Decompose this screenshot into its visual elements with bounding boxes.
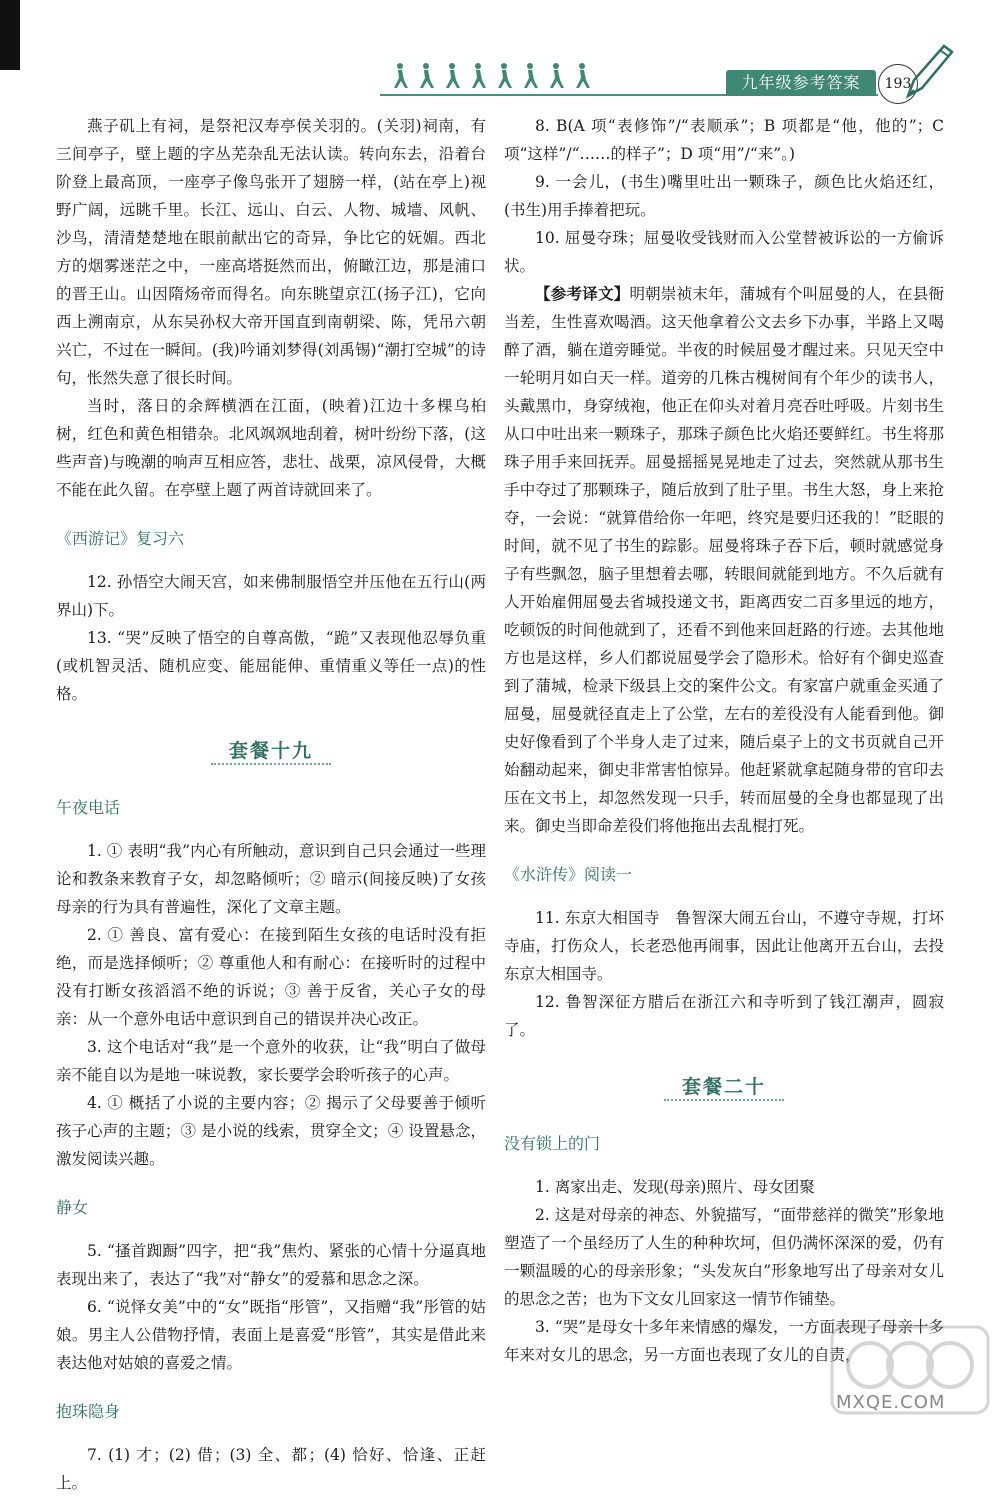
answer-paragraph	[56, 1441, 486, 1497]
answer-paragraph	[504, 112, 944, 168]
paragraph-text: 明朝崇祯末年，蒲城有个叫屈曼的人，在县衙当差，生性喜欢喝酒。这天他拿着公文去乡下办事，半路上又喝醉了酒，躺在道旁睡觉。半夜的时候屈曼才醒过来。只见天空中一轮明月如白天一样。道旁的几株古槐树间有个年少的读书人，头戴黑巾，身穿绒袍，他正在仰头对着月亮吞吐呼吸。片刻书生从口中吐出来一颗珠子，那珠子颜色比火焰还要鲜红。书生将那珠子用手来回抚弄。屈曼摇摇晃晃地走了过去，突然就从那书生手中夺过了那颗珠子，随后放到了肚子里。书生大怒，身上来抢夺，一会说：“就算借给你一年吧，终究是要归还我的！”眨眼的时间，就不见了书生的踪影。屈曼将珠子吞下后，顿时就感觉身子有些飘忽，脑子里想着去哪，转眼间就能到地方。不久后就有人开始雇佣屈曼去省城投递文书，距离西安二百多里远的地方，吃顿饭的时间他就到了，还看不到他来回赶路的行迹。去其他地方也是这样，乡人们都说屈曼学会了隐形术。恰好有个御史巡查到了蒲城，检录下级县上交的案件公文。有家富户就重金买通了屈曼，屈曼就径直走上了公堂，左右的差役没有人能看到他。御史好像看到了个半身人走了过来，随后桌子上的文书页就自己开始翻动起来，御史非常害怕惊异。他赶紧就拿起随身带的官印去压在文书上，却忽然发现一只手，转而屈曼的全身也都显现了出来。御史当即命差役们将他拖出去乱棍打死。	[504, 285, 944, 835]
paragraph-text: 3. 这个电话对“我”是一个意外的收获，让“我”明白了做母亲不能自以为是地一味说教，家长要学会聆听孩子的心声。	[56, 1038, 486, 1084]
watermark-text: MXQE.COM	[836, 1392, 946, 1413]
paragraph-text: 11. 东京大相国寺 鲁智深大闹五台山，不遵守寺规，打坏寺庙，打伤众人，长老恐他再闹事，因此让他离开五台山，去投东京大相国寺。	[504, 909, 944, 983]
section-heading: 抱珠隐身	[56, 1402, 121, 1421]
answer-paragraph	[56, 1033, 486, 1089]
paragraph-text: 9. 一会儿，(书生)嘴里吐出一颗珠子，颜色比火焰还红，(书生)用手捧着把玩。	[504, 173, 944, 219]
answer-paragraph	[504, 988, 944, 1044]
reference-translation-tag: 【参考译文】	[535, 284, 630, 303]
answer-paragraph	[56, 624, 486, 708]
paragraph-text: 3. “哭”是母女十多年来情感的爆发，一方面表现了母亲十多年来对女儿的思念，另一方面也表现了女儿的自责，	[504, 1318, 944, 1364]
paragraph-text: 7. (1) 才；(2) 借；(3) 全、都；(4) 恰好、恰逢、正赶上。	[56, 1446, 486, 1492]
paragraph-text: 5. “搔首踟蹰”四字，把“我”焦灼、紧张的心情十分逼真地表现出来了，表达了“我”对“静女”的爱慕和思念之深。	[56, 1242, 486, 1288]
answer-paragraph	[56, 392, 486, 504]
paragraph-text: 1. 离家出走、发现(母亲)照片、母女团聚	[535, 1178, 815, 1196]
runners-decoration-icon	[392, 60, 592, 92]
answer-paragraph	[504, 168, 944, 224]
answer-paragraph	[504, 224, 944, 280]
left-column	[56, 112, 486, 1497]
paragraph-text: 12. 孙悟空大闹天宫，如来佛制服悟空并压他在五行山(两界山)下。	[56, 573, 486, 619]
answer-paragraph	[56, 568, 486, 624]
answer-paragraph	[56, 1293, 486, 1377]
answer-paragraph	[56, 921, 486, 1033]
paragraph-text: 2. 这是对母亲的神态、外貌描写，“面带慈祥的微笑”形象地塑造了一个虽经历了人生的种种坎坷，但仍满怀深深的爱，仍有一颗温暖的心的母亲形象；“头发灰白”形象地写出了母亲对女儿的思念之苦；也为下文女儿回家这一情节作铺垫。	[504, 1206, 944, 1308]
section-heading: 午夜电话	[56, 798, 121, 817]
paragraph-text: 6. “说怿女美”中的“女”既指“彤管”，又指赠“我”彤管的姑娘。男主人公借物抒情，表面上是喜爱“彤管”，其实是借此来表达他对姑娘的喜爱之情。	[56, 1298, 486, 1372]
answer-paragraph	[56, 837, 486, 921]
pen-icon	[900, 40, 960, 100]
answer-paragraph	[504, 904, 944, 988]
page-number: 193	[878, 64, 918, 104]
section-heading: 没有锁上的门	[504, 1134, 601, 1153]
paragraph-text: 10. 屈曼夺珠；屈曼收受钱财而入公堂替被诉讼的一方偷诉状。	[504, 229, 944, 275]
package-heading	[56, 736, 486, 765]
paragraph-text: 燕子矶上有祠，是祭祀汉寿亭侯关羽的。(关羽)祠南，有三间亭子，壁上题的字丛芜杂乱无法认读。转向东去，沿着台阶登上最高顶，一座亭子像鸟张开了翅膀一样，(站在亭上)视野广阔，远眺千里。长江、远山、白云、人物、城墙、风帆、沙鸟，清清楚楚地在眼前献出它的奇异，争比它的妩媚。西北方的烟雾迷茫之中，一座高塔挺然而出，俯瞰江边，那是浦口的晋王山。山因隋炀帝而得名。向东眺望京江(扬子江)，它向西上溯南京，从东吴孙权大帝开国直到南朝梁、陈，凭吊六朝兴亡，不过在一瞬间。(我)吟诵刘梦得(刘禹锡)“潮打空城”的诗句，怅然失意了很长时间。	[56, 117, 486, 387]
paragraph-text: 2. ① 善良、富有爱心：在接到陌生女孩的电话时没有拒绝，而是选择倾听；② 尊重他人和有耐心：在接听时的过程中没有打断女孩滔滔不绝的诉说；③ 善于反省，关心子女的母亲：从一个意外电话中意识到自己的错误并决心改正。	[56, 926, 486, 1028]
answer-paragraph	[504, 1201, 944, 1313]
answer-paragraph	[56, 1089, 486, 1173]
paragraph-text: 1. ① 表明“我”内心有所触动，意识到自己只会通过一些理论和教条来教育子女，却忽略倾听；② 暗示(间接反映)了女孩母亲的行为具有普遍性，深化了文章主题。	[56, 842, 486, 916]
paragraph-text: 4. ① 概括了小说的主要内容；② 揭示了父母要善于倾听孩子心声的主题；③ 是小说的线索，贯穿全文；④ 设置悬念，激发阅读兴趣。	[56, 1094, 486, 1168]
package-heading-text: 套餐十九	[211, 736, 331, 765]
paragraph-text: 13. “哭”反映了悟空的自尊高傲，“跪”又表现他忍辱负重(或机智灵活、随机应变、能屈能伸、重情重义等任一点)的性格。	[56, 629, 486, 703]
paragraph-text: 8. B(A 项“表修饰”/“表顺承”；B 项都是“他，他的”；C 项“这样”/“……的样子”；D 项“用”/“来”。)	[504, 117, 944, 163]
answer-paragraph	[56, 112, 486, 392]
answer-paragraph	[504, 1173, 944, 1201]
answer-paragraph	[56, 1237, 486, 1293]
section-heading: 《水浒传》阅读一	[504, 865, 633, 884]
section-heading: 《西游记》复习六	[56, 529, 185, 548]
right-column	[504, 112, 944, 1369]
paragraph-text: 12. 鲁智深征方腊后在浙江六和寺听到了钱江潮声，圆寂了。	[504, 993, 944, 1039]
book-spine-edge	[0, 0, 20, 70]
header-title: 九年级参考答案	[726, 70, 876, 96]
package-heading	[504, 1072, 944, 1101]
answer-paragraph	[504, 280, 944, 840]
section-heading: 静女	[56, 1198, 89, 1217]
paragraph-text: 当时，落日的余辉横洒在江面，(映着)江边十多棵乌桕树，红色和黄色相错杂。北风飒飒地刮着，树叶纷纷下落，(这些声音)与晚潮的响声互相应答，悲壮、战栗，凉风侵骨，大概不能在此久留。在亭壁上题了两首诗就回来了。	[56, 397, 486, 499]
package-heading-text: 套餐二十	[664, 1072, 784, 1101]
